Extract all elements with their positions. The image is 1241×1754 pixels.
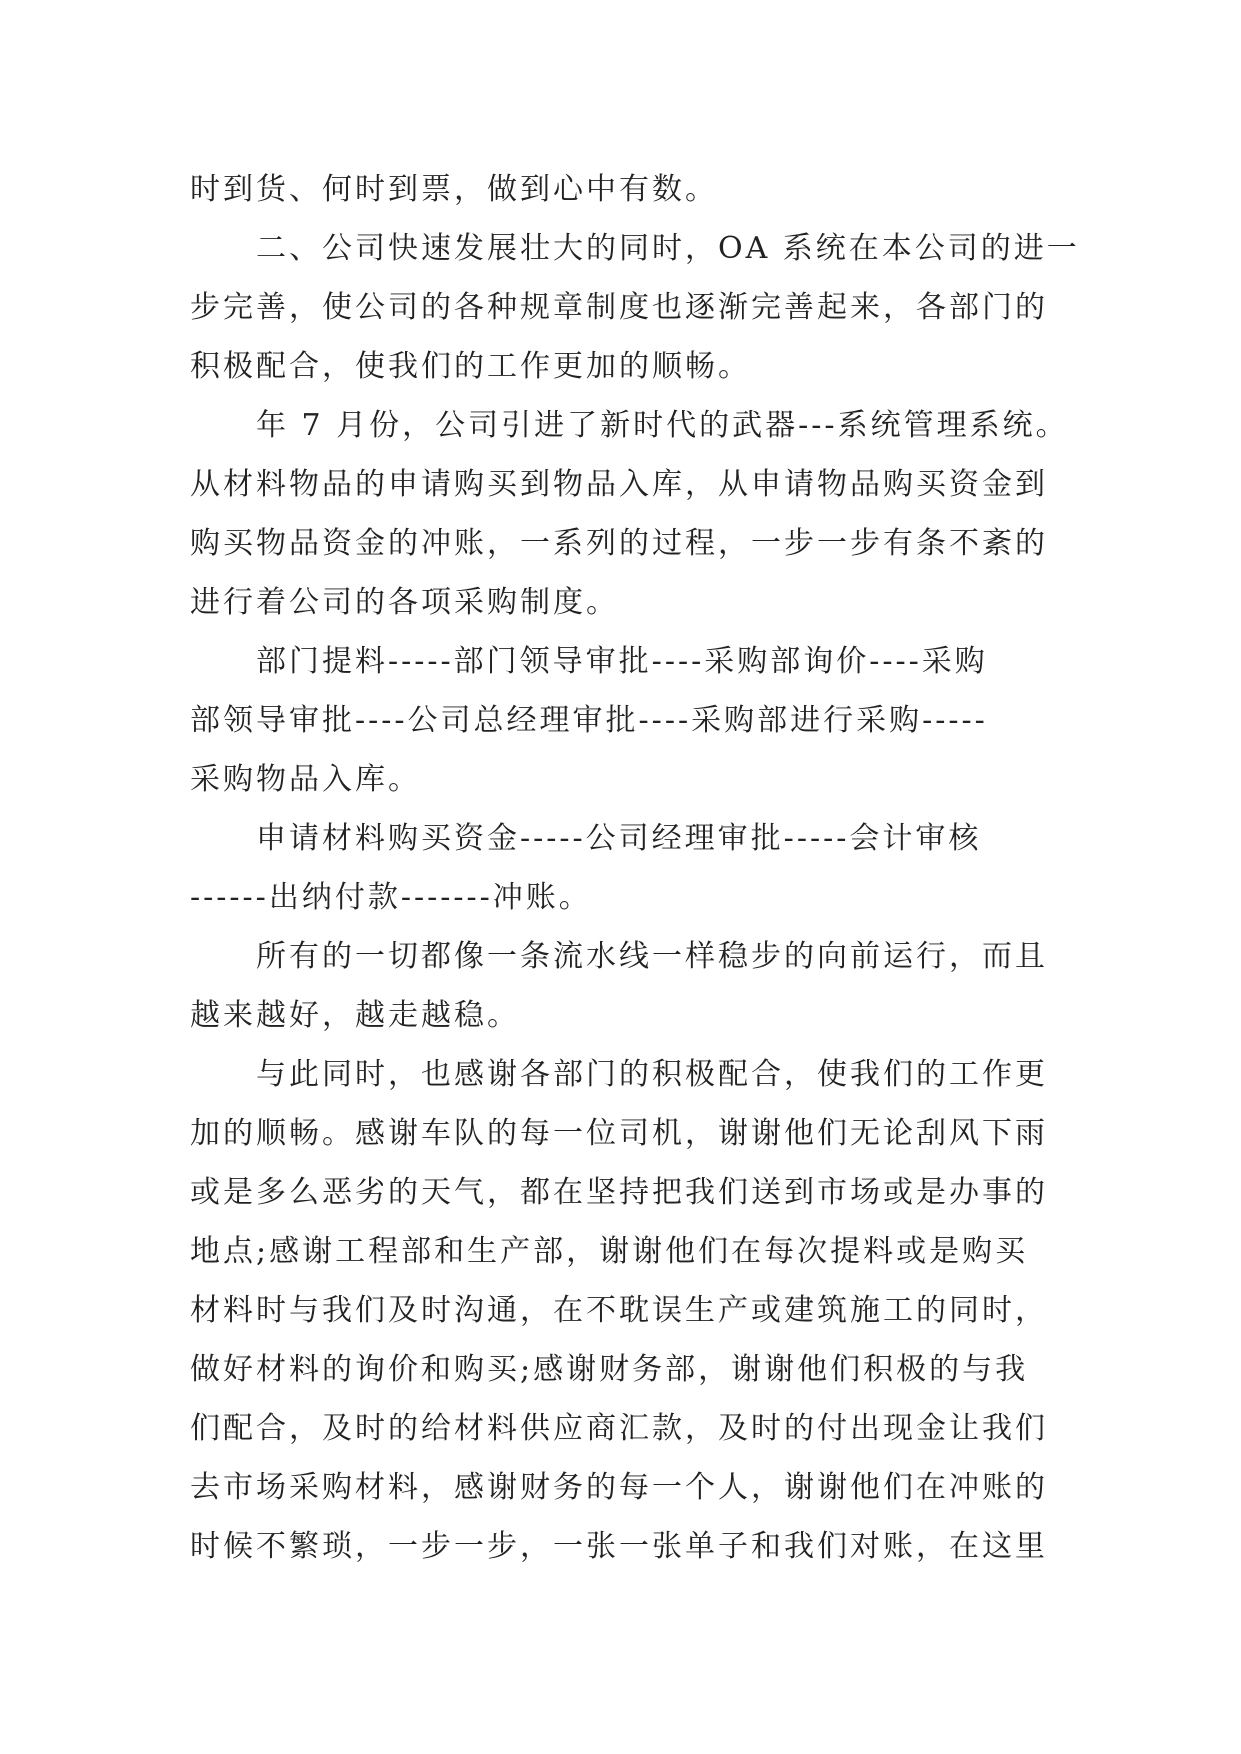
text-line: 越来越好，越走越稳。 [190,998,520,1033]
text-line: 年 7 月份，公司引进了新时代的武器---系统管理系统。 [190,408,1069,443]
text-line: 部领导审批----公司总经理审批----采购部进行采购----- [190,703,988,738]
text-line: 时到货、何时到票，做到心中有数。 [190,172,718,207]
text-line: 从材料物品的申请购买到物品入库，从申请物品购买资金到 [190,467,1048,502]
text-line: 采购物品入库。 [190,762,421,797]
text-line: 步完善，使公司的各种规章制度也逐渐完善起来，各部门的 [190,290,1048,325]
text-line: 购买物品资金的冲账，一系列的过程，一步一步有条不紊的 [190,526,1048,561]
text-line: 二、公司快速发展壮大的同时，OA 系统在本公司的进一 [190,231,1080,266]
text-line: ------出纳付款-------冲账。 [190,880,592,915]
text-line: 加的顺畅。感谢车队的每一位司机，谢谢他们无论刮风下雨 [190,1116,1048,1151]
text-line: 地点;感谢工程部和生产部，谢谢他们在每次提料或是购买 [190,1234,1029,1269]
text-line: 申请材料购买资金-----公司经理审批-----会计审核 [190,821,982,856]
text-line: 材料时与我们及时沟通，在不耽误生产或建筑施工的同时， [190,1293,1048,1328]
text-line: 与此同时，也感谢各部门的积极配合，使我们的工作更 [190,1057,1048,1092]
text-line: 做好材料的询价和购买;感谢财务部，谢谢他们积极的与我 [190,1352,1029,1387]
text-line: 们配合，及时的给材料供应商汇款，及时的付出现金让我们 [190,1411,1048,1446]
text-line: 时候不繁琐，一步一步，一张一张单子和我们对账，在这里 [190,1529,1048,1564]
document-body [190,160,1080,1576]
text-line: 或是多么恶劣的天气，都在坚持把我们送到市场或是办事的 [190,1175,1048,1210]
text-line: 部门提料-----部门领导审批----采购部询价----采购 [190,644,988,679]
text-line: 进行着公司的各项采购制度。 [190,585,619,620]
text-line: 积极配合，使我们的工作更加的顺畅。 [190,349,751,384]
text-line: 去市场采购材料，感谢财务的每一个人，谢谢他们在冲账的 [190,1470,1048,1505]
text-line: 所有的一切都像一条流水线一样稳步的向前运行，而且 [190,939,1048,974]
